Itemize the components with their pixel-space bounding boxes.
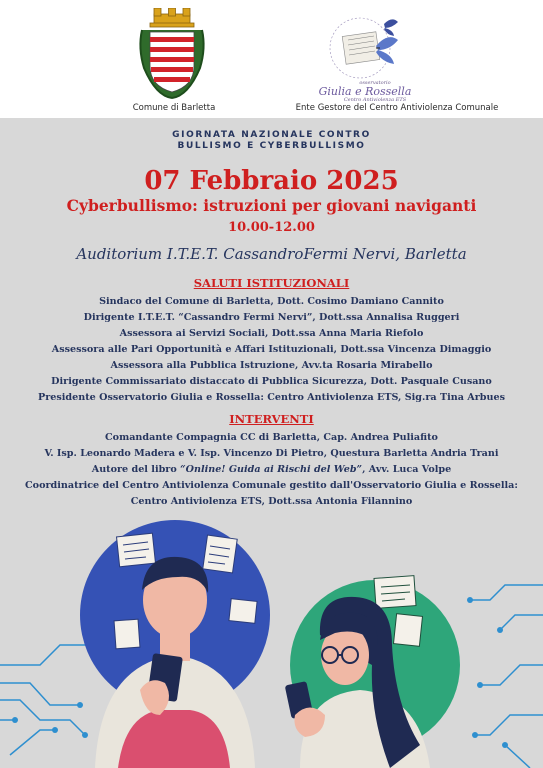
saluti-heading: SALUTI ISTITUZIONALI bbox=[193, 276, 350, 290]
saluti-line: Dirigente Commissariato distaccato di Pubblica Sicurezza, Dott. Pasquale Cusano bbox=[51, 376, 492, 387]
barletta-crest-icon bbox=[136, 8, 208, 100]
saluti-line: Dirigente I.T.E.T. “Cassandro Fermi Nervi”, Dott.ssa Annalisa Ruggeri bbox=[83, 312, 460, 323]
event-venue: Auditorium I.T.E.T. CassandroFermi Nervi, Barletta bbox=[76, 245, 467, 263]
book-prefix: Autore del libro bbox=[91, 464, 181, 475]
giornata-line-2: BULLISMO E CYBERBULLISMO bbox=[177, 141, 366, 151]
interventi-line bbox=[0, 462, 543, 478]
cyberbullying-illustration bbox=[0, 515, 543, 768]
comune-label: Comune di Barletta bbox=[132, 103, 216, 113]
logo-sub-text: Centro Antiviolenza ETS bbox=[343, 97, 407, 103]
logo-small-text: osservatorio bbox=[359, 80, 391, 86]
saluti-line: Assessora ai Servizi Sociali, Dott.ssa Anna Maria Riefolo bbox=[119, 328, 424, 339]
book-suffix: , Avv. Luca Volpe bbox=[362, 464, 452, 475]
saluti-line: Assessora alla Pubblica Istruzione, Avv.ta Rosaria Mirabello bbox=[110, 360, 433, 371]
saluti-line: Assessora alle Pari Opportunità e Affari Istituzionali, Dott.ssa Vincenza Dimaggio bbox=[51, 344, 492, 355]
saluti-list bbox=[0, 294, 543, 406]
circuit-left-icon bbox=[0, 645, 90, 755]
header bbox=[0, 0, 543, 118]
interventi-list bbox=[0, 430, 543, 510]
giornata-title bbox=[0, 130, 543, 152]
interventi-line: Centro Antiviolenza ETS, Dott.ssa Antonia Filannino bbox=[130, 496, 413, 507]
interventi-heading: INTERVENTI bbox=[229, 412, 314, 426]
giornata-line-1: GIORNATA NAZIONALE CONTRO bbox=[172, 130, 371, 140]
interventi-line: Coordinatrice del Centro Antiviolenza Comunale gestito dall'Osservatorio Giulia e Rossella: bbox=[25, 480, 518, 491]
interventi-line: Comandante Compagnia CC di Barletta, Cap. Andrea Puliafito bbox=[105, 432, 438, 443]
book-title: “Online! Guida ai Rischi del Web” bbox=[180, 464, 363, 475]
saluti-line: Sindaco del Comune di Barletta, Dott. Cosimo Damiano Cannito bbox=[99, 296, 444, 307]
circuit-right-icon bbox=[470, 585, 543, 768]
osservatorio-logo-icon bbox=[318, 6, 418, 86]
ente-label: Ente Gestore del Centro Antiviolenza Comunale bbox=[295, 103, 499, 113]
event-subtitle: Cyberbullismo: istruzioni per giovani naviganti bbox=[66, 196, 477, 215]
event-date: 07 Febbraio 2025 bbox=[144, 166, 399, 196]
saluti-line: Presidente Osservatorio Giulia e Rossella: Centro Antiviolenza ETS, Sig.ra Tina Arbues bbox=[38, 392, 505, 403]
event-time: 10.00-12.00 bbox=[228, 220, 315, 235]
logo-name: Giulia e Rossella bbox=[318, 85, 412, 98]
interventi-line: V. Isp. Leonardo Madera e V. Isp. Vincenzo Di Pietro, Questura Barletta Andria Trani bbox=[44, 448, 499, 459]
